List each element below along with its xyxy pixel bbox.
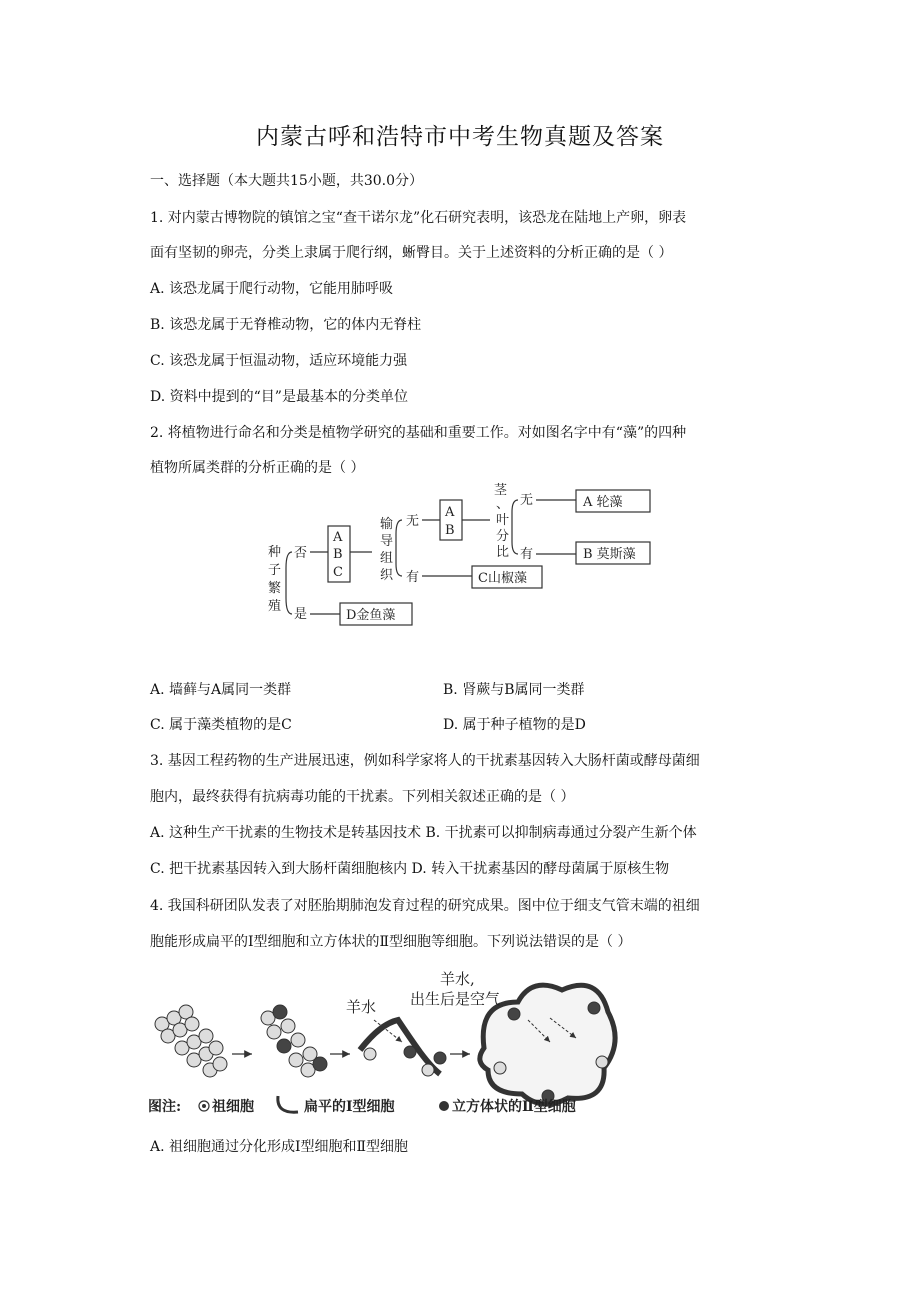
plant-classification-diagram	[262, 478, 662, 638]
stemleaf-char-3: 叶	[496, 513, 510, 528]
tubule-cells	[364, 1046, 446, 1076]
label-air-after-birth: 出生后是空气	[410, 990, 501, 1008]
label-amniotic-fluid: 羊水	[346, 998, 377, 1016]
vascular-char-1: 输	[380, 517, 394, 532]
legend-type1: 扁平的Ⅰ型细胞	[304, 1099, 395, 1115]
q3-options-cd: C. 把干扰素基因转入到大肠杆菌细胞核内 D. 转入干扰素基因的酵母菌属于原核生物	[150, 861, 670, 877]
stemleaf-char-4: 分	[496, 529, 510, 544]
page-title: 内蒙古呼和浩特市中考生物真题及答案	[256, 124, 664, 150]
q3-stem-line1: 3. 基因工程药物的生产进展迅速，例如科学家将人的干扰素基因转入大肠杆菌或酵母菌细	[150, 753, 700, 769]
section-heading: 一、选择题（本大题共15小题，共30.0分）	[150, 173, 423, 189]
seed-yes-label: 是	[294, 607, 308, 622]
q1-option-b: B. 该恐龙属于无脊椎动物，它的体内无脊柱	[150, 317, 422, 333]
vascular-char-4: 织	[380, 568, 394, 583]
seed-char-4: 殖	[268, 599, 282, 614]
ab-a: A	[445, 505, 455, 520]
legend-type2-icon	[439, 1101, 449, 1111]
ab-b: B	[445, 523, 455, 538]
legend-type2: 立方体状的Ⅱ型细胞	[452, 1099, 576, 1115]
stemleaf-char-2: 、	[496, 497, 510, 512]
differentiating-cluster	[261, 1005, 327, 1077]
legend-progenitor-icon-core	[202, 1104, 206, 1108]
q1-stem-line2: 面有坚韧的卵壳，分类上隶属于爬行纲，蜥臀目。关于上述资料的分析正确的是（ ）	[150, 245, 673, 261]
stemleaf-none-label: 无	[520, 493, 534, 508]
vascular-brace	[396, 520, 402, 576]
seed-char-1: 种	[268, 545, 282, 560]
q2-option-c: C. 属于藻类植物的是C	[150, 717, 292, 733]
q1-option-a: A. 该恐龙属于爬行动物，它能用肺呼吸	[150, 281, 394, 297]
q2-stem-line1: 2. 将植物进行命名和分类是植物学研究的基础和重要工作。对如图名字中有“藻”的四种	[150, 425, 687, 441]
q1-stem-line1: 1. 对内蒙古博物院的镇馆之宝“查干诺尔龙”化石研究表明，该恐龙在陆地上产卵，卵表	[150, 210, 687, 226]
vascular-char-2: 导	[380, 534, 394, 549]
legend-prefix: 图注:	[148, 1099, 182, 1115]
box-d-label: D金鱼藻	[346, 608, 396, 623]
abc-c: C	[333, 565, 343, 580]
seed-char-2: 子	[268, 563, 282, 578]
q2-option-d: D. 属于种子植物的是D	[443, 717, 586, 733]
q2-option-b: B. 肾蕨与B属同一类群	[443, 682, 585, 698]
seed-no-label: 否	[294, 546, 308, 561]
abc-a: A	[333, 530, 343, 545]
q1-option-d: D. 资料中提到的“目”是最基本的分类单位	[150, 389, 408, 405]
seed-char-3: 繁	[268, 581, 282, 596]
legend-progenitor: 祖细胞	[212, 1099, 254, 1115]
stemleaf-brace	[512, 500, 518, 554]
abc-b: B	[333, 547, 343, 562]
q4-stem-line2: 胞能形成扁平的Ⅰ型细胞和立方体状的Ⅱ型细胞等细胞。下列说法错误的是（ ）	[150, 934, 632, 950]
q2-option-a: A. 墙藓与A属同一类群	[150, 682, 292, 698]
label-amniotic-fluid-2: 羊水,	[440, 970, 475, 988]
seed-brace	[286, 552, 292, 614]
stemleaf-char-5: 比	[496, 545, 510, 560]
q4-stem-line1: 4. 我国科研团队发表了对胚胎期肺泡发育过程的研究成果。图中位于细支气管末端的祖细	[150, 898, 700, 914]
q4-option-a: A. 祖细胞通过分化形成Ⅰ型细胞和Ⅱ型细胞	[150, 1139, 409, 1155]
vascular-char-3: 组	[380, 551, 394, 566]
vascular-has-label: 有	[406, 570, 420, 585]
vascular-none-label: 无	[406, 514, 420, 529]
legend-type1-icon	[278, 1096, 298, 1112]
box-a-label: A 轮藻	[583, 495, 623, 510]
box-c-label: C山椒藻	[478, 571, 527, 586]
stemleaf-has-label: 有	[520, 547, 534, 562]
progenitor-cluster	[155, 1005, 227, 1077]
q1-option-c: C. 该恐龙属于恒温动物，适应环境能力强	[150, 353, 408, 369]
q2-stem-line2: 植物所属类群的分析正确的是（ ）	[150, 460, 365, 476]
stemleaf-char-1: 茎	[494, 483, 508, 498]
box-b-label: B 莫斯藻	[583, 547, 636, 562]
alveolus-development-figure	[148, 962, 628, 1120]
q3-stem-line2: 胞内，最终获得有抗病毒功能的干扰素。下列相关叙述正确的是（ ）	[150, 789, 575, 805]
q3-options-ab: A. 这种生产干扰素的生物技术是转基因技术 B. 干扰素可以抑制病毒通过分裂产生新个体	[150, 825, 697, 841]
